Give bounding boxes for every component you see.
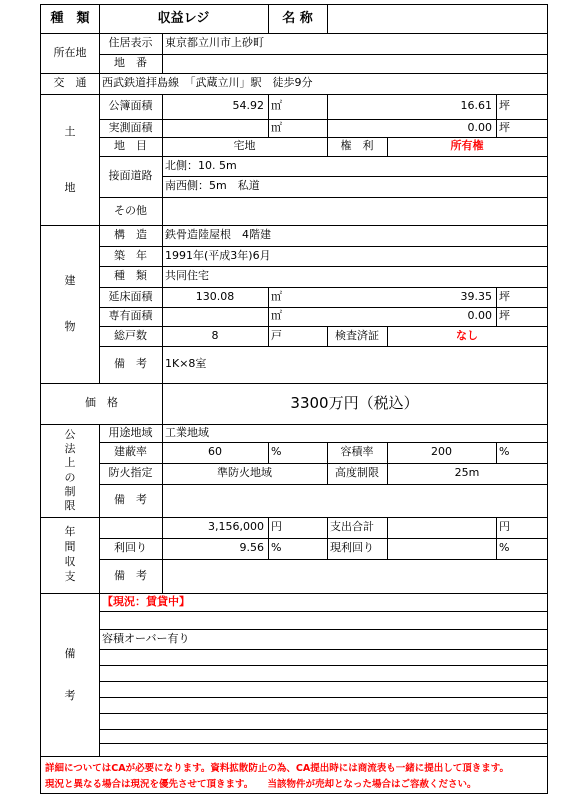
zoning-label: 用途地域 <box>108 425 153 439</box>
price-value: 3300万円（税込） <box>290 393 419 412</box>
floor-area-label: 延床面積 <box>108 289 153 303</box>
far-label: 容積率 <box>340 445 374 459</box>
expense-label: 支出合計 <box>330 520 374 534</box>
building-remarks-value: 1K×8室 <box>165 357 207 371</box>
percent-unit: % <box>271 541 282 555</box>
structure-label: 構 造 <box>114 228 147 242</box>
measured-area-label: 実測面積 <box>108 120 153 134</box>
lot-value <box>162 54 547 73</box>
height-value: 25m <box>454 466 480 480</box>
building-kind-label: 種 類 <box>114 269 147 283</box>
zoning-value: 工業地域 <box>165 425 209 439</box>
building-section-label: 建 物 <box>64 274 76 333</box>
address-value: 東京都立川市上砂町 <box>165 36 264 50</box>
tsubo-unit: 坪 <box>499 309 510 323</box>
land-other-value <box>162 197 547 225</box>
measured-area-tsubo: 0.00 <box>467 120 492 134</box>
floor-area-sqm: 130.08 <box>195 289 235 303</box>
land-section-label: 土 地 <box>64 124 76 194</box>
remarks-section-label: 備 考 <box>64 646 76 702</box>
sqm-unit: ㎡ <box>271 120 282 134</box>
remarks-note: 容積オーバー有り <box>102 631 190 645</box>
access-label: 交 通 <box>53 76 87 90</box>
registered-area-tsubo: 16.61 <box>460 99 492 113</box>
rights-label: 権 利 <box>340 139 374 153</box>
tsubo-unit: 坪 <box>499 120 510 134</box>
price-label: 価 格 <box>85 396 118 410</box>
footer-notice-2: 現況と異なる場合は現況を優先させて頂きます。 当該物件が売却となった場合はご容赦ください。 <box>45 779 477 790</box>
name-label: 名 称 <box>282 10 313 26</box>
height-label: 高度制限 <box>335 466 379 480</box>
built-label: 築 年 <box>114 248 147 262</box>
units-value: 8 <box>211 328 219 342</box>
property-sheet <box>40 4 548 794</box>
coverage-value: 60 <box>208 445 222 459</box>
income-section-label: 年 間 収 支 <box>64 525 76 583</box>
sqm-unit: ㎡ <box>271 99 282 113</box>
road-label: 接面道路 <box>108 169 153 183</box>
measured-area-sqm <box>162 119 268 137</box>
floor-area-tsubo: 39.35 <box>460 289 492 303</box>
type-value: 収益レジ <box>157 10 210 26</box>
built-value: 1991年(平成3年)6月 <box>165 248 271 262</box>
fire-label: 防火指定 <box>108 466 153 480</box>
footer-notice-1: 詳細についてはCAが必要になります。資料拡散防止の為、CA提出時には商流表も一緒に提出して頂きます。 <box>45 763 509 774</box>
yield-label: 利回り <box>114 541 147 555</box>
yield-value: 9.56 <box>239 541 264 555</box>
lot-label: 地 番 <box>114 56 147 70</box>
type-label: 種 類 <box>50 10 90 26</box>
expense-value <box>387 517 496 538</box>
yen-unit: 円 <box>271 520 282 534</box>
land-category-value: 宅地 <box>233 139 256 153</box>
address-label: 住居表示 <box>108 36 153 50</box>
current-yield-label: 現利回り <box>330 541 374 555</box>
far-value: 200 <box>431 445 452 459</box>
regulations-remarks-label: 備 考 <box>114 493 147 507</box>
registered-area-label: 公簿面積 <box>108 99 153 113</box>
name-value <box>327 5 547 33</box>
exclusive-area-label: 専有面積 <box>108 309 153 323</box>
sqm-unit: ㎡ <box>271 309 282 323</box>
registered-area-sqm: 54.92 <box>232 99 264 113</box>
land-other-label: その他 <box>114 203 147 217</box>
road-southwest: 南西側：5m 私道 <box>165 179 260 193</box>
access-value: 西武鉄道拝島線 「武蔵立川」駅 徒歩9分 <box>102 76 313 90</box>
income-remarks-value <box>162 559 547 593</box>
land-category-label: 地 目 <box>114 139 147 153</box>
fire-value: 準防火地域 <box>217 466 272 480</box>
units-label: 総戸数 <box>114 328 147 342</box>
exclusive-area-tsubo: 0.00 <box>467 309 492 323</box>
remarks-status: 【現況：賃貸中】 <box>102 594 190 608</box>
tsubo-unit: 坪 <box>499 99 510 113</box>
income-label <box>99 517 162 538</box>
inspection-value: なし <box>456 328 478 342</box>
regulations-section-label: 公 法 上 の 制 限 <box>64 427 76 513</box>
current-yield-value <box>387 538 496 559</box>
income-remarks-label: 備 考 <box>114 568 147 582</box>
regulations-remarks-value <box>162 484 547 517</box>
percent-unit: % <box>499 541 510 555</box>
income-value: 3,156,000 <box>208 520 264 534</box>
structure-value: 鉄骨造陸屋根 4階建 <box>165 228 271 242</box>
building-remarks-label: 備 考 <box>114 357 147 371</box>
percent-unit: % <box>271 445 282 459</box>
rights-value: 所有権 <box>450 139 484 153</box>
coverage-label: 建蔽率 <box>114 445 147 459</box>
tsubo-unit: 坪 <box>499 289 510 303</box>
location-label: 所在地 <box>53 45 87 59</box>
sqm-unit: ㎡ <box>271 289 282 303</box>
percent-unit: % <box>499 445 510 459</box>
road-north: 北側：10. 5m <box>165 158 237 172</box>
building-kind-value: 共同住宅 <box>165 269 209 283</box>
units-unit: 戸 <box>271 328 282 342</box>
exclusive-area-sqm <box>162 307 268 326</box>
yen-unit: 円 <box>499 520 510 534</box>
inspection-label: 検査済証 <box>335 328 379 342</box>
